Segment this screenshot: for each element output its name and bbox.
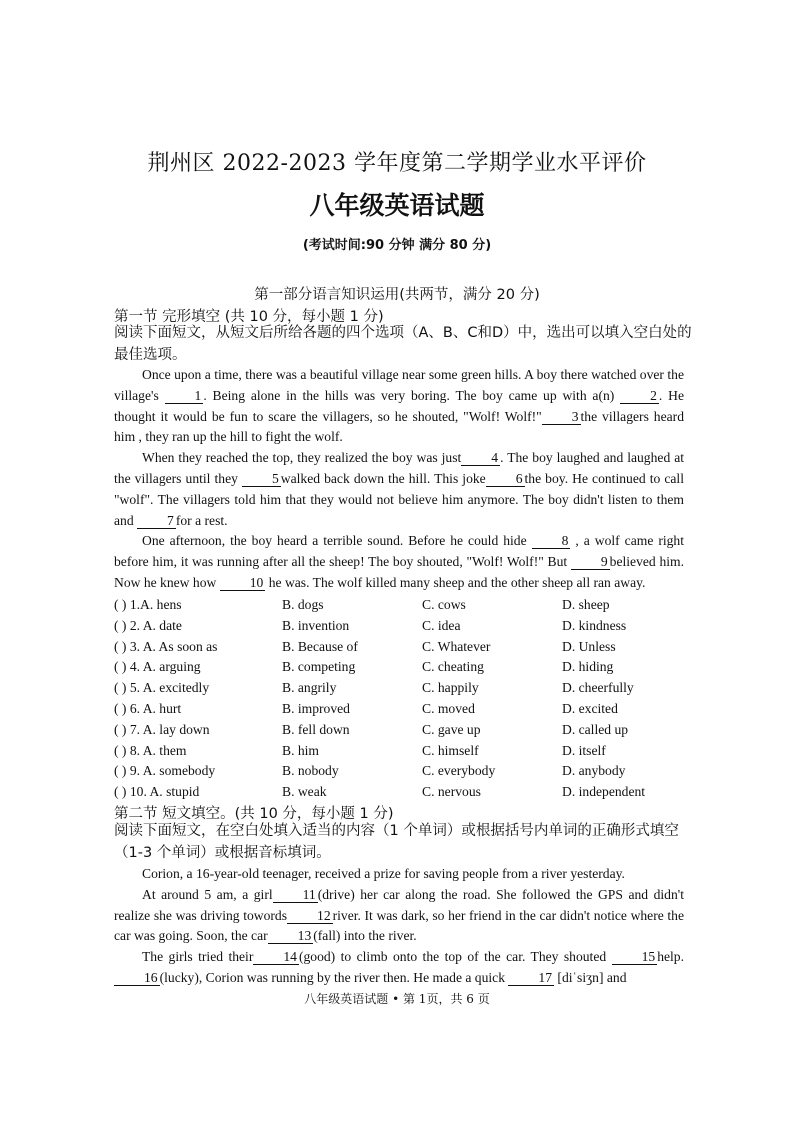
option-b[interactable]: B. Because of [282, 638, 358, 654]
option-d[interactable]: D. sheep [562, 597, 610, 612]
blank-10[interactable]: 10 [220, 575, 266, 591]
option-d[interactable]: D. called up [562, 721, 629, 737]
section2-instruction: 阅读下面短文，在空白处填入适当的内容（1 个单词）或根据括号内单词的正确形式填空（1-3 个单词）或根据音标填词。 [114, 823, 679, 861]
option-question[interactable]: ( ) 7. A. lay down [114, 721, 210, 737]
blank-13[interactable]: 13 [268, 928, 314, 944]
text: (good) to climb onto the top of the car. They shouted [298, 949, 607, 965]
option-d[interactable]: D. Unless [562, 638, 616, 654]
section1-instruction: 阅读下面短文，从短文后所给各题的四个选项（A、B、C和D）中，选出可以填入空白处的最佳选项。 [114, 325, 692, 363]
option-c[interactable]: C. nervous [422, 784, 481, 800]
option-row[interactable] [114, 782, 694, 803]
option-b[interactable]: B. dogs [282, 597, 324, 612]
blank-15[interactable]: 15 [612, 949, 658, 965]
option-b[interactable]: B. him [282, 742, 320, 758]
subject-title: 八年级英语试题 [309, 191, 485, 220]
blank-14[interactable]: 14 [253, 949, 299, 965]
option-row[interactable] [114, 699, 694, 720]
page-footer: 八年级英语试题 • 第 1页，共 6 页 [304, 992, 490, 1006]
text: for a rest. [175, 512, 228, 528]
option-c[interactable]: C. gave up [422, 721, 481, 737]
exam-info: (考试时间:90 分钟 满分 80 分) [302, 238, 492, 253]
option-c[interactable]: C. Whatever [422, 638, 491, 654]
text: At around 5 am, a girl [142, 886, 273, 902]
option-question[interactable]: ( ) 8. A. them [114, 742, 187, 758]
text: (lucky), Corion was running by the river then. He made a quick [159, 969, 506, 985]
option-row[interactable] [114, 657, 694, 678]
text: , a wolf came right before him, it was running after all the sheep! The boy shouted, "Wolf! Wolf!" But [114, 533, 685, 570]
options-table [114, 595, 694, 803]
option-d[interactable]: D. cheerfully [562, 680, 634, 696]
option-d[interactable]: D. independent [562, 784, 646, 800]
text: . Being alone in the hills was very boring. The boy came up with a(n) [203, 387, 615, 403]
text: Once upon a time, there was a beautiful village near some green hills. A boy there watched over the village's [114, 367, 684, 403]
blank-7[interactable]: 7 [137, 513, 176, 529]
option-b[interactable]: B. weak [282, 784, 327, 800]
option-question[interactable]: ( ) 6. A. hurt [114, 700, 182, 716]
option-row[interactable] [114, 678, 694, 699]
blank-1[interactable]: 1 [165, 388, 204, 404]
option-d[interactable]: D. kindness [562, 617, 627, 633]
option-question[interactable]: ( ) 9. A. somebody [114, 763, 216, 779]
option-question[interactable]: ( ) 4. A. arguing [114, 659, 201, 675]
text: (fall) into the river. [313, 928, 417, 944]
text: the villagers heard him , they ran up the hill to fight the wolf. [114, 408, 684, 445]
text: One afternoon, the boy heard a terrible sound. Before he could hide [142, 533, 527, 549]
option-row[interactable] [114, 637, 694, 658]
text: walked back down the hill. This joke [280, 470, 486, 486]
section1-title: 第一节 完形填空 (共 10 分，每小题 1 分) [114, 309, 384, 325]
exam-title: 荆州区 2022-2023 学年度第二学期学业水平评价 [147, 151, 647, 176]
option-question[interactable]: ( ) 5. A. excitedly [114, 680, 210, 696]
text: When they reached the top, they realized the boy was just [142, 450, 462, 466]
text: the boy. He continued to call "wolf". The villagers told him that they would not believe him anymore. The boy didn't listen to them and [114, 470, 684, 528]
blank-11[interactable]: 11 [273, 887, 318, 903]
fill-paragraph-1: Corion, a 16-year-old teenager, received a prize for saving people from a river yesterday. [142, 866, 625, 881]
part1-title: 第一部分语言知识运用(共两节，满分 20 分) [254, 287, 540, 303]
blank-8[interactable]: 8 [532, 533, 571, 549]
text: help. [657, 949, 684, 965]
option-b[interactable]: B. fell down [282, 721, 350, 737]
cloze-paragraph-2 [114, 448, 684, 531]
option-c[interactable]: C. cheating [422, 659, 484, 675]
blank-2[interactable]: 2 [620, 388, 659, 404]
section2-title: 第二节 短文填空。(共 10 分，每小题 1 分) [114, 806, 394, 822]
fill-paragraph-3 [114, 947, 684, 989]
option-b[interactable]: B. nobody [282, 763, 339, 779]
cloze-paragraph-1 [114, 365, 684, 448]
option-question[interactable]: ( ) 2. A. date [114, 617, 182, 633]
option-question[interactable]: ( ) 1.A. hens [114, 597, 182, 612]
option-c[interactable]: C. idea [422, 617, 461, 633]
option-b[interactable]: B. improved [282, 700, 350, 716]
cloze-paragraph-3 [114, 531, 684, 593]
text: [diˈsiʒn] and [557, 969, 627, 985]
option-row[interactable] [114, 720, 694, 741]
fill-paragraph-2 [114, 885, 684, 947]
option-d[interactable]: D. itself [562, 742, 606, 758]
text: . The boy laughed and laughed at the villagers until they [114, 450, 685, 486]
option-c[interactable]: C. himself [422, 742, 479, 758]
blank-6[interactable]: 6 [486, 471, 525, 487]
option-b[interactable]: B. competing [282, 659, 356, 675]
option-b[interactable]: B. angrily [282, 680, 337, 696]
blank-3[interactable]: 3 [542, 409, 581, 425]
blank-16[interactable]: 16 [114, 970, 160, 986]
text: . He thought it would be fun to scare the villagers, so he shouted, "Wolf! Wolf!" [114, 387, 684, 424]
option-row[interactable] [114, 761, 694, 782]
option-c[interactable]: C. moved [422, 700, 475, 716]
text: he was. The wolf killed many sheep and the other sheep all ran away. [268, 574, 646, 590]
option-row[interactable] [114, 595, 694, 616]
blank-12[interactable]: 12 [287, 908, 333, 924]
blank-4[interactable]: 4 [461, 450, 500, 466]
option-c[interactable]: C. everybody [422, 763, 496, 779]
option-question[interactable]: ( ) 10. A. stupid [114, 784, 200, 800]
option-b[interactable]: B. invention [282, 617, 350, 633]
option-c[interactable]: C. happily [422, 680, 479, 696]
text: The girls tried their [142, 949, 254, 965]
cloze-passage [114, 365, 684, 594]
blank-5[interactable]: 5 [242, 471, 281, 487]
option-question[interactable]: ( ) 3. A. As soon as [114, 638, 218, 654]
option-row[interactable] [114, 616, 694, 637]
text: river. It was dark, so her friend in the car didn't notice where the car was going. Soon, the car [114, 907, 685, 944]
text: (drive) her car along the road. She followed the GPS and didn't realize she was driving towords [114, 886, 684, 923]
option-d[interactable]: D. anybody [562, 763, 626, 779]
fill-passage [114, 864, 684, 989]
option-d[interactable]: D. hiding [562, 659, 614, 675]
blank-17[interactable]: 17 [508, 970, 554, 986]
blank-9[interactable]: 9 [571, 554, 610, 570]
option-d[interactable]: D. excited [562, 700, 618, 716]
option-row[interactable] [114, 741, 694, 762]
text: believed him. Now he knew how [114, 554, 684, 590]
option-c[interactable]: C. cows [422, 597, 466, 612]
